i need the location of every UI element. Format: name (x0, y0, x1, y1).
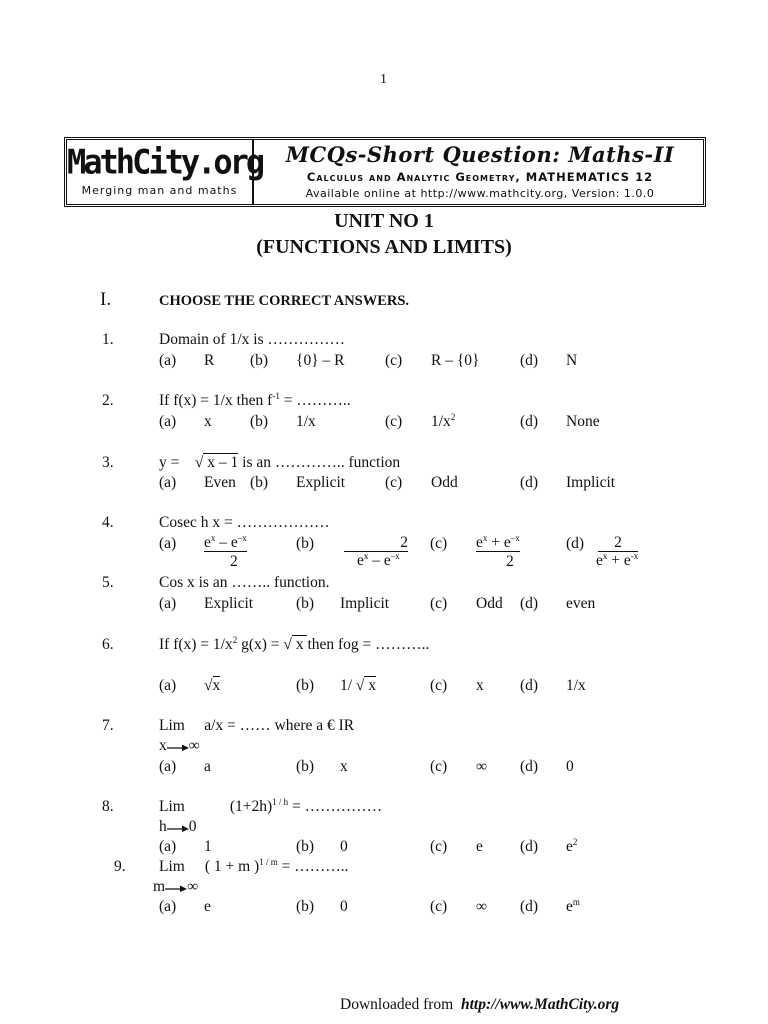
option-label-a: (a) (159, 595, 177, 612)
option-label-d: (d) (520, 413, 539, 430)
option-label-d: (d) (520, 677, 539, 694)
option-label-c: (c) (430, 595, 448, 612)
option-d: None (566, 413, 600, 430)
question-number: 6. (102, 636, 114, 653)
option-a: R (204, 352, 215, 369)
question-text: Domain of 1/x is …………… (159, 331, 345, 348)
option-label-c: (c) (430, 758, 448, 775)
option-a: x (204, 413, 212, 430)
section-heading: CHOOSE THE CORRECT ANSWERS. (159, 293, 410, 309)
question-text: Cos x is an …….. function. (159, 574, 330, 591)
question-number: 5. (102, 574, 114, 591)
option-label-c: (c) (385, 413, 403, 430)
option-label-a: (a) (159, 898, 177, 915)
option-b: 1/ √ x (340, 677, 377, 694)
option-label-b: (b) (250, 413, 269, 430)
option-c-numerator: $e^x + e^{-x}$ (476, 532, 520, 551)
option-b: Implicit (340, 595, 390, 612)
brand-panel (67, 140, 263, 204)
footer-text: Downloaded from (340, 996, 454, 1013)
option-label-d: (d) (520, 838, 539, 855)
option-label-b: (b) (296, 677, 315, 694)
option-d: 1/x (566, 677, 586, 694)
unit-subtitle: (FUNCTIONS AND LIMITS) (256, 236, 512, 258)
question-text: Lim $(1+2h)^{1 / h}$ = …………… (159, 796, 383, 815)
limit-subscript: m ∞ (153, 878, 199, 895)
brand-logo[interactable]: MathCity.org (67, 142, 263, 182)
option-label-c: (c) (385, 474, 403, 491)
option-b: x (340, 758, 348, 775)
option-label-d: (d) (520, 898, 539, 915)
header-box (64, 137, 706, 207)
option-a: Explicit (204, 595, 254, 612)
question-text: Cosec h x = ……………… (159, 514, 330, 531)
question-text: If f(x) = 1/x then $f^{-1}$ = ……….. (159, 390, 351, 409)
option-label-d: (d) (520, 595, 539, 612)
option-label-c: (c) (430, 838, 448, 855)
option-a: Even (204, 474, 236, 491)
limit-subscript: x ∞ (159, 737, 200, 754)
option-b: 0 (340, 898, 348, 915)
question-number: 1. (102, 331, 114, 348)
option-label-b: (b) (296, 595, 315, 612)
option-d-denominator: $e^x + e^{-x}$ (596, 550, 639, 569)
footer (340, 996, 619, 1014)
option-a: e (204, 898, 211, 915)
option-c: ∞ (476, 898, 488, 915)
option-c: Odd (431, 474, 458, 491)
option-c: x (476, 677, 484, 694)
question-number: 7. (102, 717, 114, 734)
option-b: {0} – R (296, 352, 345, 369)
option-b: Explicit (296, 474, 346, 491)
document-title: MCQs-Short Question: Maths-II (285, 142, 675, 167)
tagline: Merging man and maths (81, 184, 238, 197)
option-c: R – {0} (431, 352, 480, 369)
question-text: If $f(x) = 1/x^2$ g(x) = √ x then fog = ……….. (159, 634, 430, 653)
option-b: 1/x (296, 413, 316, 430)
option-label-b: (b) (296, 758, 315, 775)
arrow-right-icon (165, 883, 187, 892)
option-label-a: (a) (159, 352, 177, 369)
option-d-numerator: 2 (598, 535, 638, 552)
option-a: a (204, 758, 211, 775)
option-c: Odd (476, 595, 503, 612)
option-label-c: (c) (430, 535, 448, 552)
limit-subscript: h 0 (159, 818, 197, 835)
option-label-b: (b) (296, 535, 315, 552)
page-number: 1 (380, 72, 387, 87)
document-subtitle: Calculus and Analytic Geometry, MATHEMATICS 12 (306, 170, 654, 184)
question-number: 3. (102, 454, 114, 471)
option-d: Implicit (566, 474, 616, 491)
question-text: y = √ x – 1 is an ………….. function (159, 454, 401, 471)
section-number: I. (100, 289, 112, 310)
option-label-d: (d) (520, 352, 539, 369)
option-c: ∞ (476, 758, 488, 775)
question-text: Lim a/x = …… where a € IR (159, 717, 355, 734)
question-number: 2. (102, 392, 114, 409)
option-label-a: (a) (159, 413, 177, 430)
question-number: 9. (114, 858, 126, 875)
option-label-d: (d) (520, 758, 539, 775)
question-number: 4. (102, 514, 114, 531)
option-b-denominator: $e^x - e^{-x}$ (357, 550, 400, 569)
option-label-a: (a) (159, 758, 177, 775)
option-d: $e^m$ (566, 896, 580, 915)
option-c-denominator: 2 (506, 553, 514, 570)
unit-title: UNIT NO 1 (334, 210, 434, 232)
option-a-numerator: $e^x - e^{-x}$ (204, 532, 247, 551)
option-label-a: (a) (159, 677, 177, 694)
option-label-d: (d) (566, 535, 585, 552)
option-label-a: (a) (159, 838, 177, 855)
option-label-a: (a) (159, 535, 177, 552)
option-label-b: (b) (250, 474, 269, 491)
option-label-b: (b) (250, 352, 269, 369)
availability-line: Available online at http://www.mathcity.org, Version: 1.0.0 (305, 187, 655, 200)
footer-link[interactable]: http://www.MathCity.org (460, 996, 620, 1013)
arrow-right-icon (167, 742, 189, 751)
option-b-numerator: 2 (344, 535, 408, 552)
option-c: e (476, 838, 483, 855)
option-label-a: (a) (159, 474, 177, 491)
option-a: 1 (204, 838, 212, 855)
option-d: even (566, 595, 596, 612)
option-b: 0 (340, 838, 348, 855)
question-text: Lim ( 1 + m )$^{1 / m}$ = ……….. (159, 856, 349, 875)
question-number: 8. (102, 798, 114, 815)
option-label-c: (c) (385, 352, 403, 369)
option-label-c: (c) (430, 898, 448, 915)
option-c: $1/x^2$ (431, 411, 456, 430)
option-a-denominator: 2 (230, 553, 238, 570)
option-d: N (566, 352, 578, 369)
title-panel (257, 140, 703, 204)
option-label-b: (b) (296, 838, 315, 855)
option-a: √x (204, 677, 221, 694)
arrow-right-icon (167, 823, 189, 832)
option-d: 0 (566, 758, 574, 775)
option-label-b: (b) (296, 898, 315, 915)
option-label-c: (c) (430, 677, 448, 694)
option-d: $e^2$ (566, 836, 578, 855)
option-label-d: (d) (520, 474, 539, 491)
